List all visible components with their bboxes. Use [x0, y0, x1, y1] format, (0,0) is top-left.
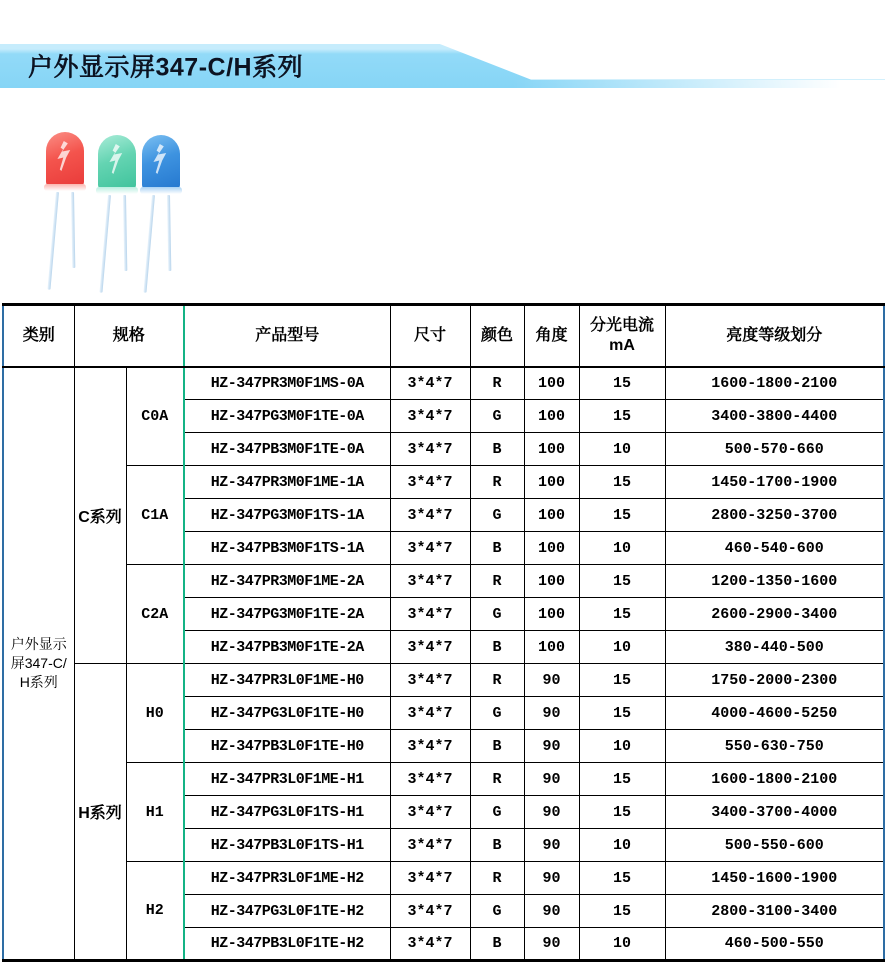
cell-size: 3*4*7 [390, 763, 470, 796]
header-category: 类别 [3, 305, 74, 367]
header-model: 产品型号 [184, 305, 390, 367]
cell-angle: 90 [524, 697, 579, 730]
cell-color: R [470, 466, 524, 499]
title-banner [0, 44, 885, 88]
cell-current: 15 [579, 466, 665, 499]
cell-color: B [470, 433, 524, 466]
spec-table-body [3, 367, 884, 961]
table-row [3, 763, 884, 796]
cell-brightness: 1600-1800-2100 [665, 367, 884, 400]
cell-brightness: 2800-3250-3700 [665, 499, 884, 532]
cell-spec-group: H0 [126, 664, 184, 763]
cell-current: 10 [579, 433, 665, 466]
cell-brightness: 4000-4600-5250 [665, 697, 884, 730]
cell-angle: 100 [524, 466, 579, 499]
cell-current: 15 [579, 367, 665, 400]
cell-color: R [470, 763, 524, 796]
cell-angle: 100 [524, 598, 579, 631]
cell-size: 3*4*7 [390, 862, 470, 895]
header-size: 尺寸 [390, 305, 470, 367]
cell-angle: 100 [524, 499, 579, 532]
cell-angle: 100 [524, 367, 579, 400]
cell-angle: 100 [524, 532, 579, 565]
cell-angle: 90 [524, 928, 579, 961]
cell-color: B [470, 730, 524, 763]
cell-color: G [470, 598, 524, 631]
cell-brightness: 1450-1700-1900 [665, 466, 884, 499]
banner-fade [513, 80, 885, 88]
cell-angle: 90 [524, 664, 579, 697]
cell-angle: 90 [524, 796, 579, 829]
cell-spec-group: C1A [126, 466, 184, 565]
led-product-photo [46, 130, 206, 290]
cell-size: 3*4*7 [390, 895, 470, 928]
cell-current: 15 [579, 763, 665, 796]
cell-size: 3*4*7 [390, 532, 470, 565]
led-leg [99, 195, 111, 293]
cell-size: 3*4*7 [390, 400, 470, 433]
cell-model: HZ-347PB3M0F1TS-1A [184, 532, 390, 565]
cell-current: 15 [579, 565, 665, 598]
cell-model: HZ-347PR3L0F1ME-H1 [184, 763, 390, 796]
cell-angle: 90 [524, 763, 579, 796]
cell-brightness: 500-550-600 [665, 829, 884, 862]
red-led-dome [46, 132, 84, 186]
cell-current: 15 [579, 895, 665, 928]
cell-spec-group: C0A [126, 367, 184, 466]
header-color: 颜色 [470, 305, 524, 367]
cell-model: HZ-347PB3L0F1TE-H2 [184, 928, 390, 961]
table-row [3, 664, 884, 697]
led-leg [123, 195, 127, 271]
cell-color: B [470, 829, 524, 862]
cell-angle: 100 [524, 631, 579, 664]
cell-color: G [470, 895, 524, 928]
led-leg [143, 195, 155, 293]
cell-series: C系列 [74, 367, 126, 664]
table-row [3, 367, 884, 400]
cell-current: 15 [579, 862, 665, 895]
cell-brightness: 1600-1800-2100 [665, 763, 884, 796]
table-row [3, 565, 884, 598]
cell-model: HZ-347PG3L0F1TS-H1 [184, 796, 390, 829]
led-leg [167, 195, 171, 271]
cell-size: 3*4*7 [390, 796, 470, 829]
cell-model: HZ-347PR3M0F1ME-2A [184, 565, 390, 598]
cell-angle: 90 [524, 829, 579, 862]
cell-color: B [470, 928, 524, 961]
cell-model: HZ-347PG3M0F1TE-2A [184, 598, 390, 631]
cell-current: 10 [579, 532, 665, 565]
cell-model: HZ-347PR3L0F1ME-H2 [184, 862, 390, 895]
cell-current: 10 [579, 829, 665, 862]
cell-brightness: 500-570-660 [665, 433, 884, 466]
cell-color: B [470, 631, 524, 664]
cell-category: 户外显示屏347-C/H系列 [3, 367, 74, 961]
cell-color: R [470, 367, 524, 400]
cell-brightness: 2800-3100-3400 [665, 895, 884, 928]
cell-spec-group: H1 [126, 763, 184, 862]
cell-current: 15 [579, 796, 665, 829]
table-row [3, 466, 884, 499]
cell-spec-group: H2 [126, 862, 184, 961]
green-led-dome [98, 135, 136, 189]
cell-color: R [470, 862, 524, 895]
red-led-image [46, 132, 86, 292]
cell-current: 10 [579, 928, 665, 961]
cell-color: R [470, 565, 524, 598]
cell-model: HZ-347PB3L0F1TS-H1 [184, 829, 390, 862]
green-led-image [98, 135, 138, 295]
cell-size: 3*4*7 [390, 367, 470, 400]
cell-model: HZ-347PG3L0F1TE-H0 [184, 697, 390, 730]
cell-size: 3*4*7 [390, 829, 470, 862]
cell-series: H系列 [74, 664, 126, 961]
cell-size: 3*4*7 [390, 631, 470, 664]
cell-size: 3*4*7 [390, 565, 470, 598]
cell-current: 10 [579, 730, 665, 763]
led-leg [47, 192, 59, 290]
cell-size: 3*4*7 [390, 664, 470, 697]
cell-angle: 100 [524, 400, 579, 433]
cell-brightness: 460-540-600 [665, 532, 884, 565]
cell-angle: 90 [524, 730, 579, 763]
cell-angle: 90 [524, 862, 579, 895]
cell-size: 3*4*7 [390, 466, 470, 499]
cell-size: 3*4*7 [390, 598, 470, 631]
cell-color: B [470, 532, 524, 565]
page-title: 户外显示屏347-C/H系列 [28, 53, 304, 82]
cell-model: HZ-347PG3L0F1TE-H2 [184, 895, 390, 928]
cell-brightness: 2600-2900-3400 [665, 598, 884, 631]
cell-color: G [470, 796, 524, 829]
cell-current: 15 [579, 598, 665, 631]
cell-model: HZ-347PB3M0F1TE-2A [184, 631, 390, 664]
cell-color: G [470, 697, 524, 730]
cell-size: 3*4*7 [390, 928, 470, 961]
cell-current: 15 [579, 400, 665, 433]
spec-table [2, 303, 885, 962]
table-header-row [3, 305, 884, 367]
cell-size: 3*4*7 [390, 499, 470, 532]
cell-current: 15 [579, 499, 665, 532]
cell-angle: 100 [524, 433, 579, 466]
cell-model: HZ-347PB3L0F1TE-H0 [184, 730, 390, 763]
cell-brightness: 550-630-750 [665, 730, 884, 763]
cell-color: G [470, 400, 524, 433]
cell-brightness: 460-500-550 [665, 928, 884, 961]
cell-model: HZ-347PR3M0F1MS-0A [184, 367, 390, 400]
header-current: 分光电流mA [579, 305, 665, 367]
cell-brightness: 3400-3700-4000 [665, 796, 884, 829]
cell-model: HZ-347PR3L0F1ME-H0 [184, 664, 390, 697]
cell-model: HZ-347PG3M0F1TE-0A [184, 400, 390, 433]
led-leg [71, 192, 75, 268]
cell-size: 3*4*7 [390, 697, 470, 730]
header-angle: 角度 [524, 305, 579, 367]
cell-model: HZ-347PR3M0F1ME-1A [184, 466, 390, 499]
header-brightness: 亮度等级划分 [665, 305, 884, 367]
cell-current: 15 [579, 697, 665, 730]
cell-current: 10 [579, 631, 665, 664]
cell-angle: 90 [524, 895, 579, 928]
cell-brightness: 3400-3800-4400 [665, 400, 884, 433]
blue-led-image [142, 135, 182, 295]
blue-led-dome [142, 135, 180, 189]
table-row [3, 862, 884, 895]
cell-brightness: 1450-1600-1900 [665, 862, 884, 895]
header-spec: 规格 [74, 305, 184, 367]
cell-size: 3*4*7 [390, 730, 470, 763]
cell-model: HZ-347PG3M0F1TS-1A [184, 499, 390, 532]
cell-spec-group: C2A [126, 565, 184, 664]
cell-model: HZ-347PB3M0F1TE-0A [184, 433, 390, 466]
cell-brightness: 380-440-500 [665, 631, 884, 664]
cell-color: G [470, 499, 524, 532]
cell-size: 3*4*7 [390, 433, 470, 466]
cell-brightness: 1200-1350-1600 [665, 565, 884, 598]
cell-angle: 100 [524, 565, 579, 598]
cell-brightness: 1750-2000-2300 [665, 664, 884, 697]
cell-color: R [470, 664, 524, 697]
cell-current: 15 [579, 664, 665, 697]
